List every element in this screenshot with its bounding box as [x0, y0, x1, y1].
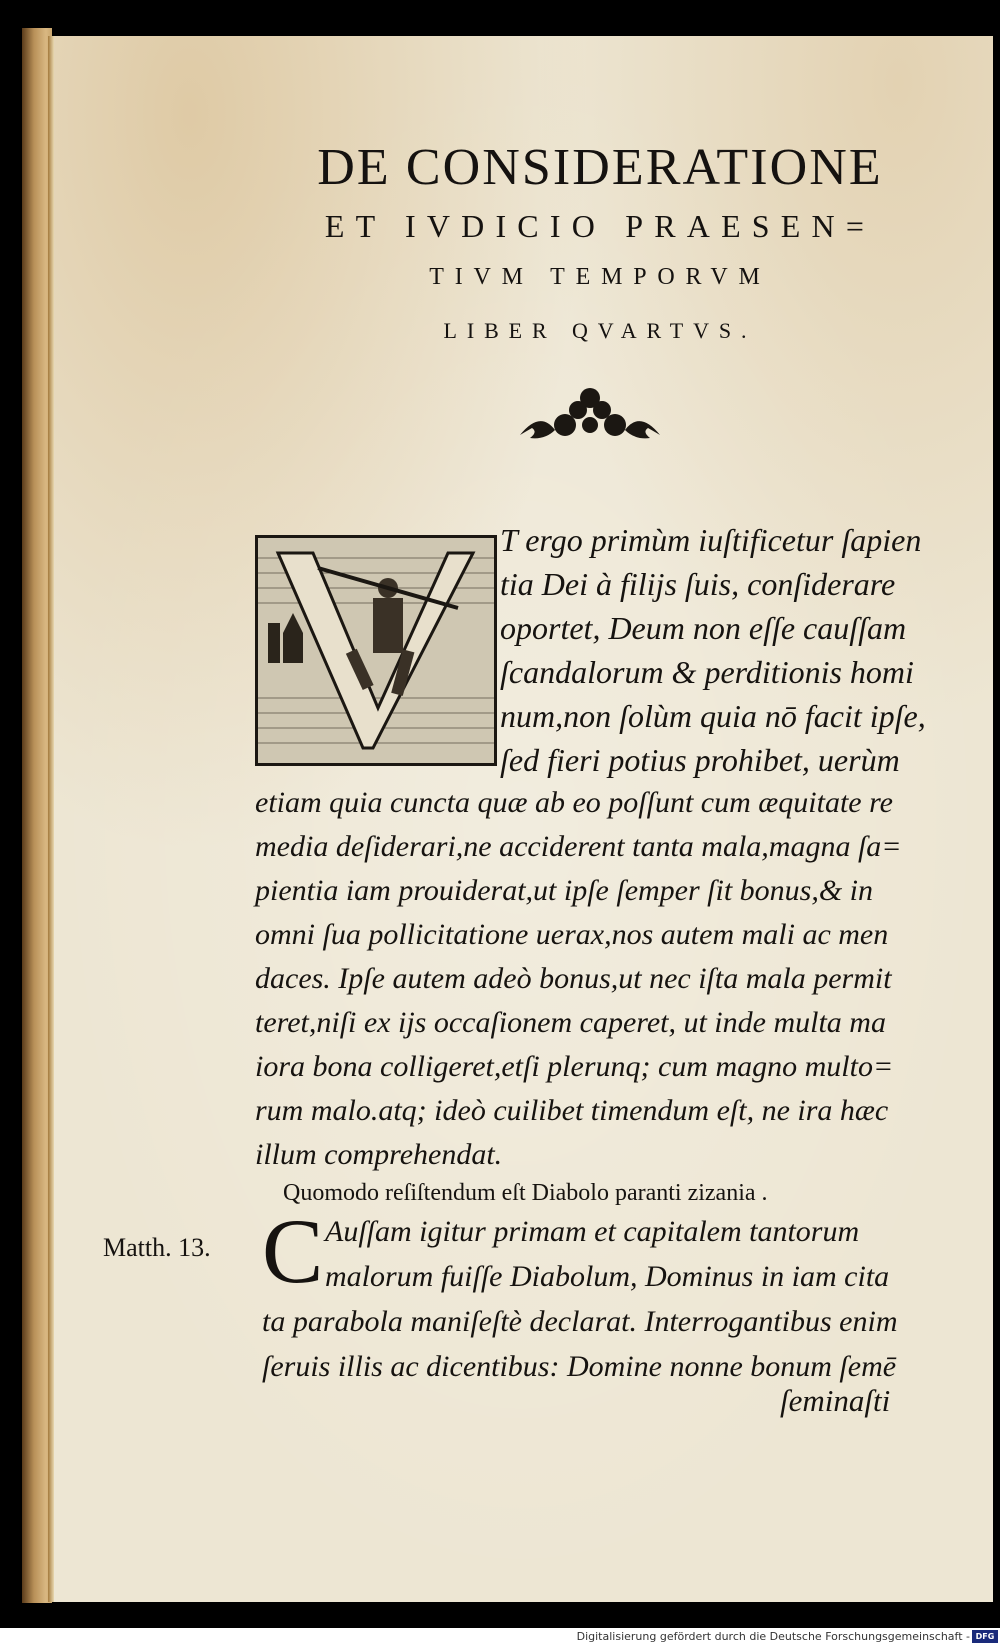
- section-line: Auſſam igitur primam et capitalem tantorum: [325, 1215, 860, 1248]
- footer-bar: [0, 1628, 1000, 1645]
- woodcut-illustration-icon: [258, 538, 494, 763]
- body-line: rum malo.atq; ideò cuilibet timendum eſt, ne ira hæc: [255, 1094, 889, 1127]
- body-line: pientia iam prouiderat,ut ipſe ſemper ſit bonus,& in: [255, 874, 874, 907]
- body-line: illum comprehendat.: [255, 1138, 503, 1171]
- body-line: num,non ſolùm quia nō facit ipſe,: [500, 698, 926, 734]
- section-line: ta parabola maniſeſtè declarat. Interrogantibus enim: [262, 1305, 898, 1338]
- woodcut-initial-v: [255, 535, 497, 766]
- section-line: ſeruis illis ac dicentibus: Domine nonne bonum ſemē: [262, 1350, 897, 1383]
- title-line-4: LIBER QVARTVS.: [443, 318, 757, 343]
- body-line: daces. Ipſe autem adeò bonus,ut nec iſta mala permit: [255, 962, 892, 995]
- body-line: ſed fieri potius prohibet, uerùm: [500, 742, 900, 778]
- title-line-1: DE CONSIDERATIONE: [317, 139, 883, 196]
- body-line: etiam quia cuncta quæ ab eo poſſunt cum æquitate re: [255, 786, 893, 819]
- section-heading: Quomodo reſiſtendum eſt Diabolo paranti zizania .: [283, 1180, 768, 1206]
- footer-credit: Digitalisierung gefördert durch die Deutsche Forschungsgemeinschaft -: [576, 1630, 970, 1643]
- drop-capital: C: [262, 1200, 324, 1302]
- dfg-logo-icon: DFG: [972, 1630, 998, 1643]
- page-edge: [48, 36, 54, 1602]
- body-line: omni ſua pollicitatione uerax,nos autem mali ac men: [255, 918, 889, 951]
- body-line: T ergo primùm iuſtificetur ſapien: [500, 522, 922, 558]
- section-line: malorum fuiſſe Diabolum, Dominus in iam cita: [325, 1260, 890, 1293]
- title-line-3: TIVM TEMPORVM: [429, 264, 771, 290]
- title-line-2: ET IVDICIO PRAESEN=: [324, 208, 876, 244]
- body-line: tia Dei à filijs ſuis, conſiderare: [500, 566, 896, 602]
- fleuron-ornament-icon: [510, 380, 670, 460]
- body-line: teret,niſi ex ijs occaſionem caperet, ut inde multa ma: [255, 1006, 886, 1039]
- body-line: iora bona colligeret,etſi plerunq; cum magno multo=: [255, 1050, 894, 1083]
- catchword: ſeminaſti: [780, 1383, 891, 1418]
- body-line: oportet, Deum non eſſe cauſſam: [500, 610, 907, 646]
- body-line: media deſiderari,ne acciderent tanta mala,magna ſa=: [255, 830, 902, 863]
- body-line: ſcandalorum & perditionis homi: [500, 654, 914, 690]
- margin-note: Matth. 13.: [103, 1233, 211, 1262]
